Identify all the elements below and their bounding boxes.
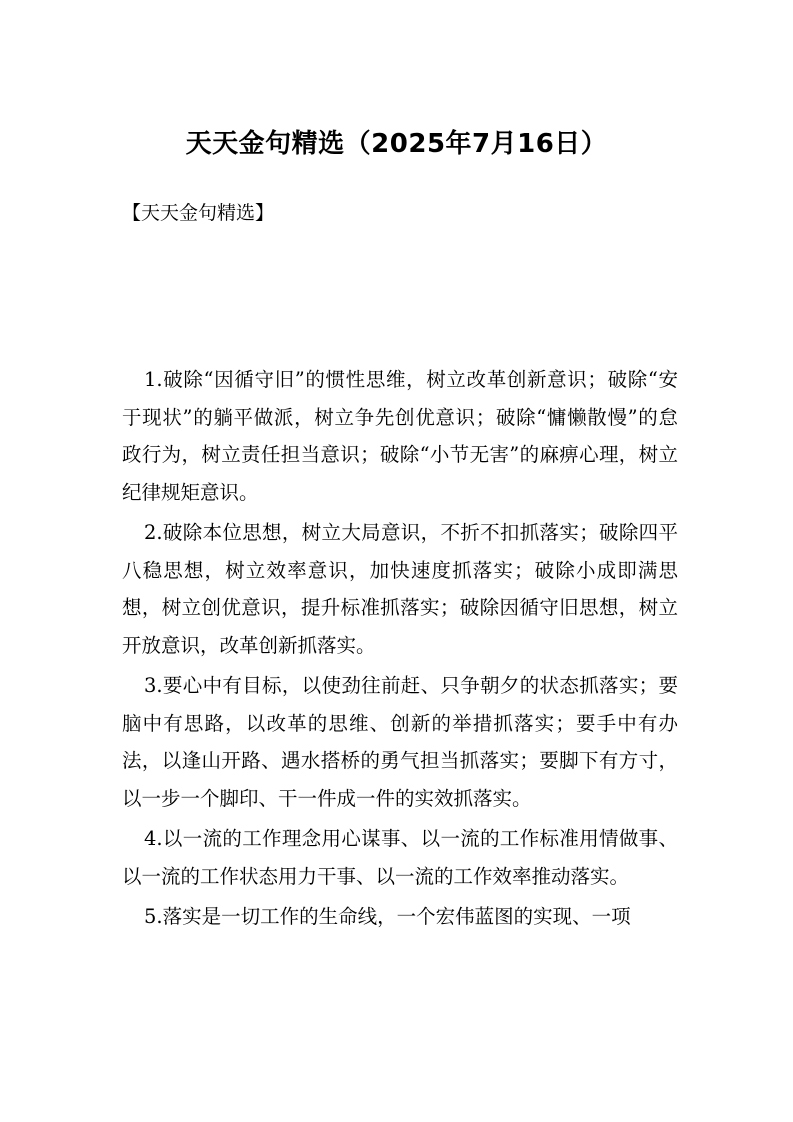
paragraph: 3.要心中有目标，以使劲往前赶、只争朝夕的状态抓落实；要脑中有思路，以改革的思维、创新的举措抓落实；要手中有办法，以逢山开路、遇水搭桥的勇气担当抓落实；要脚下有方寸，以一步一个脚印、干一件成一件的实效抓落实。	[122, 674, 678, 810]
document-body	[122, 361, 678, 939]
paragraph: 1.破除“因循守旧”的惯性思维，树立改革创新意识；破除“安于现状”的躺平做派，树立争先创优意识；破除“慵懒散慢”的怠政行为，树立责任担当意识；破除“小节无害”的麻痹心理，树立纪律规矩意识。	[122, 368, 678, 504]
paragraph: 2.破除本位思想，树立大局意识，不折不扣抓落实；破除四平八稳思想，树立效率意识，加快速度抓落实；破除小成即满思想，树立创优意识，提升标准抓落实；破除因循守旧思想，树立开放意识，改革创新抓落实。	[122, 521, 678, 657]
paragraph: 4.以一流的工作理念用心谋事、以一流的工作标准用情做事、以一流的工作状态用力干事、以一流的工作效率推动落实。	[122, 827, 678, 888]
section-label: 【天天金句精选】	[122, 202, 275, 224]
document-title: 天天金句精选（2025年7月16日）	[185, 129, 608, 159]
paragraph: 5.落实是一切工作的生命线，一个宏伟蓝图的实现、一项	[144, 905, 631, 928]
